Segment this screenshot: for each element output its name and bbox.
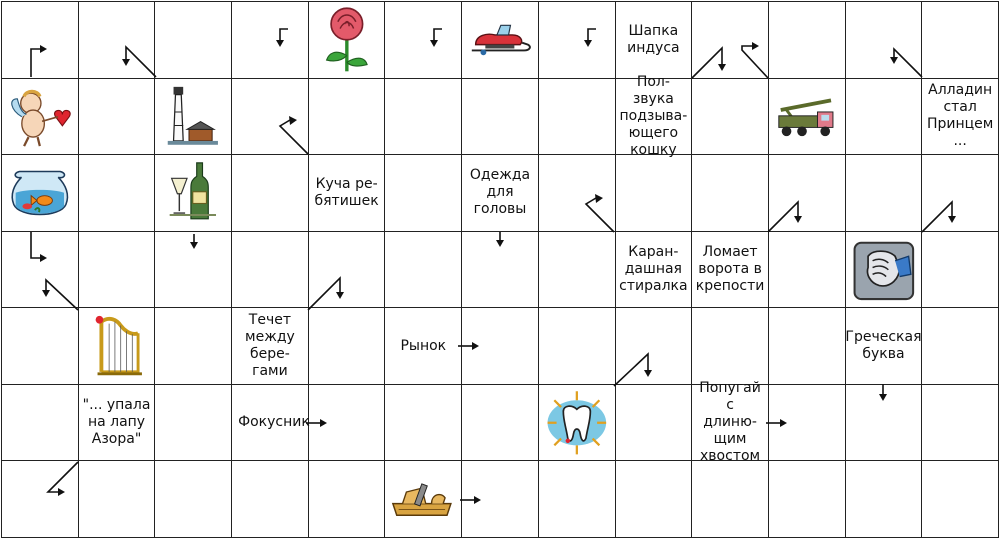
cell-r3c2[interactable] <box>79 155 156 232</box>
cell-r1c11[interactable] <box>769 2 846 79</box>
clue-cell-greek-letter <box>846 308 923 385</box>
fist-icon <box>850 236 918 304</box>
clue-river: Течет между бере- гами <box>245 311 295 380</box>
arrow-down-icon <box>428 28 444 50</box>
cell-r4c13[interactable] <box>922 232 999 309</box>
cell-r1c8[interactable] <box>539 2 616 79</box>
cell-r5c1[interactable] <box>2 308 79 385</box>
cell-r6c6[interactable] <box>385 385 462 462</box>
cell-r7c10[interactable] <box>692 461 769 538</box>
clue-half-sound: Пол-звука подзыва- ющего кошку <box>619 73 688 158</box>
cell-r3c12[interactable] <box>846 155 923 232</box>
cell-r7c13[interactable] <box>922 461 999 538</box>
crane-truck-icon <box>773 83 841 151</box>
arrow-right-icon <box>458 341 480 351</box>
cell-r7c12[interactable] <box>846 461 923 538</box>
picture-cell-crane-truck <box>769 79 846 156</box>
cell-r2c2[interactable] <box>79 79 156 156</box>
arrow-down-icon <box>40 276 78 310</box>
arrow-right-icon <box>278 116 310 154</box>
clue-cell-kids-heap <box>309 155 386 232</box>
clue-magician: Фокусник <box>238 414 310 431</box>
arrow-right-icon <box>460 495 482 505</box>
cell-r2c12[interactable] <box>846 79 923 156</box>
clue-azor: "... упала на лапу Азора" <box>82 397 151 448</box>
clue-pencil-eraser: Каран- дашная стиралка <box>619 243 688 295</box>
cell-r5c13[interactable] <box>922 308 999 385</box>
cell-r5c3[interactable] <box>155 308 232 385</box>
cell-r6c7[interactable] <box>462 385 539 462</box>
cell-r6c1[interactable] <box>2 385 79 462</box>
clue-aladdin: Алладин стал Принцем ... <box>926 82 994 150</box>
cell-r2c7[interactable] <box>462 79 539 156</box>
clue-hindu-hat: Шапка индуса <box>627 22 680 56</box>
snowmobile-icon <box>466 6 534 74</box>
arrow-right-icon <box>738 40 770 78</box>
clue-head-clothing: Одежда для головы <box>469 167 531 218</box>
arrow-down-icon <box>888 45 924 77</box>
picture-cell-lighthouse <box>155 79 232 156</box>
clue-cell-hindu-hat <box>616 2 693 79</box>
cell-r7c2[interactable] <box>79 461 156 538</box>
cell-r4c8[interactable] <box>539 232 616 309</box>
cupid-icon <box>6 83 74 151</box>
harp-icon <box>83 312 151 380</box>
clue-cell-pencil-eraser <box>616 232 693 309</box>
cell-r2c8[interactable] <box>539 79 616 156</box>
arrow-right-icon <box>30 45 50 77</box>
champagne-icon <box>159 159 227 227</box>
clue-cell-aladdin <box>922 79 999 156</box>
arrow-down-icon <box>494 232 506 248</box>
clue-cell-river <box>232 308 309 385</box>
clue-gate-breaker: Ломает ворота в крепости <box>695 243 765 295</box>
cell-r5c8[interactable] <box>539 308 616 385</box>
clue-market: Рынок <box>400 337 447 354</box>
picture-cell-fishbowl <box>2 155 79 232</box>
picture-cell-champagne <box>155 155 232 232</box>
cell-r7c5[interactable] <box>309 461 386 538</box>
arrow-right-icon <box>306 418 328 428</box>
cell-r4c4[interactable] <box>232 232 309 309</box>
cell-r7c8[interactable] <box>539 461 616 538</box>
cell-r4c6[interactable] <box>385 232 462 309</box>
arrow-down-icon <box>614 350 656 386</box>
arrow-down-icon <box>877 384 889 402</box>
cell-r6c9[interactable] <box>616 385 693 462</box>
picture-cell-snowmobile <box>462 2 539 79</box>
arrow-down-icon <box>308 274 346 310</box>
cell-r2c6[interactable] <box>385 79 462 156</box>
cell-r1c13[interactable] <box>922 2 999 79</box>
cell-r4c11[interactable] <box>769 232 846 309</box>
cell-r7c4[interactable] <box>232 461 309 538</box>
arrow-right-icon <box>30 232 50 262</box>
clue-cell-gate-breaker <box>692 232 769 309</box>
arrow-down-icon <box>188 234 200 250</box>
cell-r5c11[interactable] <box>769 308 846 385</box>
cell-r2c10[interactable] <box>692 79 769 156</box>
picture-cell-hand-plane <box>385 461 462 538</box>
cell-r1c6[interactable] <box>385 2 462 79</box>
clue-cell-head-clothing <box>462 155 539 232</box>
lighthouse-icon <box>159 83 227 151</box>
clue-cell-magician <box>232 385 309 462</box>
arrow-down-icon <box>118 45 158 77</box>
cell-r5c10[interactable] <box>692 308 769 385</box>
arrow-right-icon <box>766 418 788 428</box>
clue-kids-heap: Куча ре- бятишек <box>314 175 379 209</box>
arrow-right-icon <box>584 194 616 232</box>
picture-cell-fist <box>846 232 923 309</box>
cell-r3c9[interactable] <box>616 155 693 232</box>
picture-cell-cupid <box>2 79 79 156</box>
clue-cell-market <box>385 308 462 385</box>
cell-r7c9[interactable] <box>616 461 693 538</box>
cell-r3c10[interactable] <box>692 155 769 232</box>
clue-greek-letter: Греческая буква <box>845 328 922 363</box>
fishbowl-icon <box>6 159 74 227</box>
hand-plane-icon <box>389 465 457 533</box>
arrow-down-icon <box>274 28 290 50</box>
cell-r3c6[interactable] <box>385 155 462 232</box>
cell-r3c4[interactable] <box>232 155 309 232</box>
clue-parrot: Попугай с длиню- щим хвостом <box>699 379 761 465</box>
clue-cell-parrot <box>692 379 769 465</box>
scanword-grid <box>1 1 999 538</box>
cell-r1c4[interactable] <box>232 2 309 79</box>
cell-r1c3[interactable] <box>155 2 232 79</box>
arrow-down-icon <box>922 196 958 232</box>
cell-r7c11[interactable] <box>769 461 846 538</box>
cell-r6c13[interactable] <box>922 385 999 462</box>
cell-r6c3[interactable] <box>155 385 232 462</box>
clue-cell-half-sound <box>616 73 693 158</box>
tooth-icon <box>543 389 611 457</box>
rose-icon <box>313 6 381 74</box>
cell-r2c5[interactable] <box>309 79 386 156</box>
picture-cell-tooth <box>539 385 616 462</box>
picture-cell-harp <box>79 308 156 385</box>
arrow-down-icon <box>768 196 804 232</box>
arrow-down-icon <box>582 28 598 50</box>
picture-cell-rose <box>309 2 386 79</box>
clue-cell-azor <box>79 385 156 462</box>
cell-r5c5[interactable] <box>309 308 386 385</box>
arrow-right-icon <box>46 462 78 496</box>
cell-r4c2[interactable] <box>79 232 156 309</box>
arrow-down-icon <box>692 44 728 78</box>
cell-r7c3[interactable] <box>155 461 232 538</box>
